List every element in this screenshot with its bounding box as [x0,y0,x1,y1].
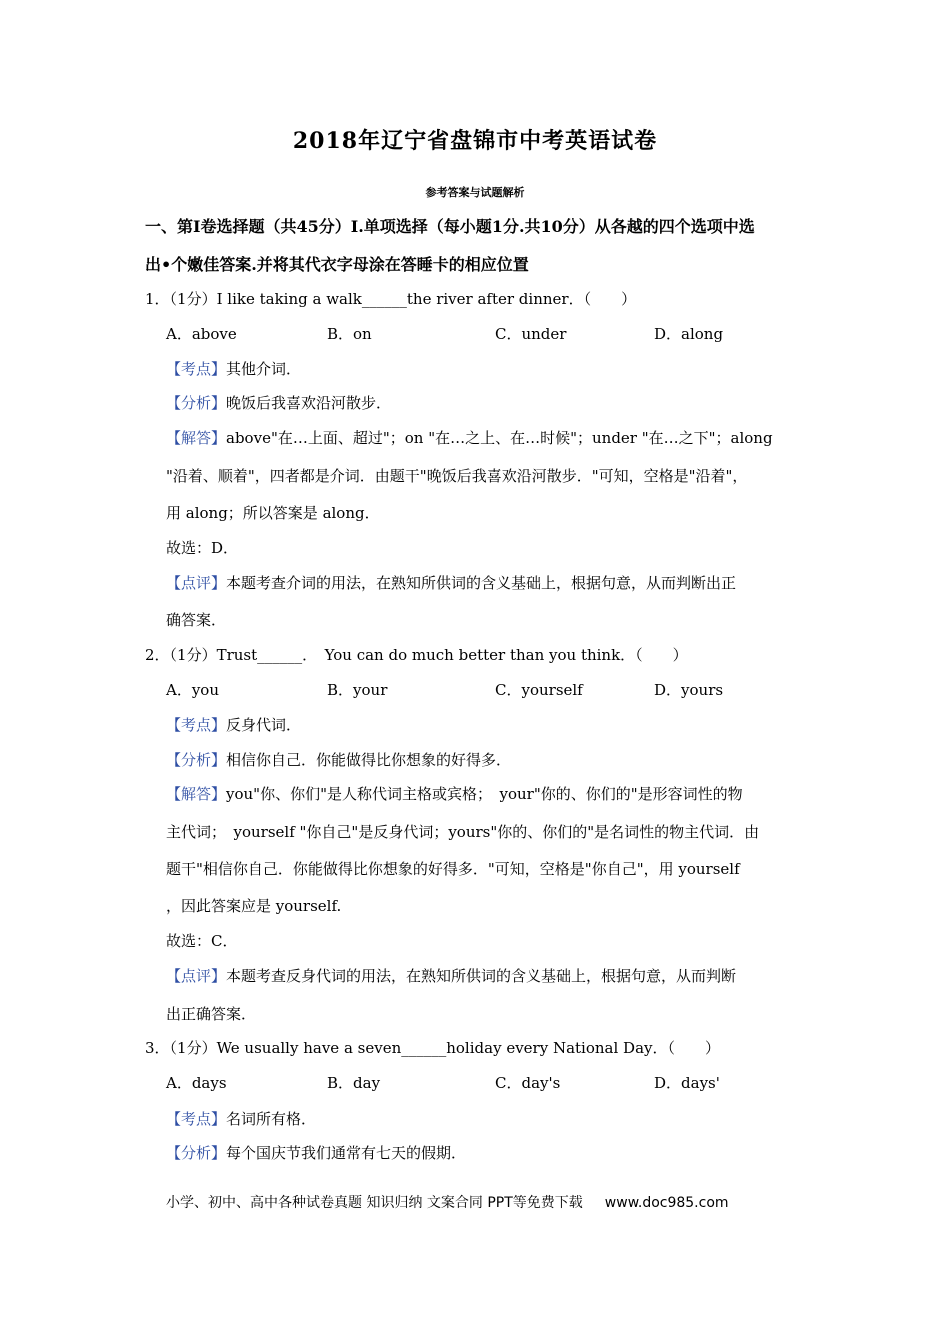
jieda-text-line-1: you"你、你们"是人称代词主格或宾格； your"你的、你们的"是形容词性的物 [226,785,743,803]
question-2-kaodian [166,714,301,735]
question-3-option-c: C．day's [495,1074,561,1092]
question-1-jieda [166,427,773,448]
question-1-jieda-line-2: "沿着、顺着"，四者都是介词．由题干"晚饭后我喜欢沿河散步．"可知，空格是"沿着"， [166,467,748,485]
question-2-dianping-line-2: 出正确答案． [166,1005,257,1023]
fenxi-text: 每个国庆节我们通常有七天的假期． [226,1144,467,1162]
section-heading-line-1: 一、第Ⅰ卷选择题（共45分）Ⅰ.单项选择（每小题1分.共10分）从各越的四个选项中选 [145,217,755,236]
jieda-tag: 【解答】 [166,785,227,803]
fenxi-tag: 【分析】 [166,394,227,412]
question-3-fenxi [166,1142,466,1163]
fenxi-tag: 【分析】 [166,751,227,769]
footer-url[interactable]: www.doc985.com [604,1195,729,1211]
question-2-jieda [166,783,743,804]
question-1-dianping-line-2: 确答案． [166,611,227,629]
question-2-jieda-line-4: ，因此答案应是 yourself. [166,897,342,915]
question-2-jieda-line-2: 主代词； yourself "你自己"是反身代词；yours"你的、你们的"是名词性的物主代词．由 [166,823,760,841]
question-1-fenxi [166,392,391,413]
question-3-option-b: B．day [327,1074,381,1092]
kaodian-tag: 【考点】 [166,360,227,378]
question-1-jieda-line-3: 用 along；所以答案是 along． [166,504,380,522]
question-1-answer: 故选：D． [166,539,239,557]
question-2-option-c: C．yourself [495,681,583,699]
question-2-fenxi [166,749,511,770]
page-title: 2018年辽宁省盘锦市中考英语试卷 [292,128,658,154]
page-footer [166,1192,729,1212]
kaodian-text: 反身代词． [226,716,302,734]
question-1-kaodian [166,358,301,379]
question-2-option-d: D．yours [654,681,724,699]
question-2-option-a: A．you [166,681,219,699]
jieda-text-line-1: above"在…上面、超过"；on "在…之上、在…时候"；under "在…之下"；along [226,429,773,447]
question-2-option-b: B．your [327,681,388,699]
question-3-stem: 3．（1分）We usually have a seven______holiday every National Day．（ ） [145,1039,720,1057]
question-1-option-d: D．along [654,325,724,343]
footer-text: 小学、初中、高中各种试卷真题 知识归纳 文案合同 PPT等免费下载 [166,1195,583,1211]
dianping-tag: 【点评】 [166,574,227,592]
section-heading-line-2: 出•个嫩佳答案.并将其代衣字母涂在答睡卡的相应位置 [145,255,529,274]
fenxi-text: 晚饭后我喜欢沿河散步． [226,394,392,412]
jieda-tag: 【解答】 [166,429,227,447]
question-3-option-d: D．days' [654,1074,720,1092]
question-1-option-b: B．on [327,325,372,343]
question-3-option-a: A．days [166,1074,227,1092]
question-1-stem: 1．（1分）I like taking a walk______the river after dinner．（ ） [145,290,637,308]
kaodian-text: 名词所有格． [226,1110,317,1128]
dianping-text-line-1: 本题考查反身代词的用法，在熟知所供词的含义基础上，根据句意，从而判断 [226,967,737,985]
page-subtitle: 参考答案与试题解析 [425,186,525,199]
kaodian-tag: 【考点】 [166,716,227,734]
dianping-text-line-1: 本题考查介词的用法，在熟知所供词的含义基础上，根据句意，从而判断出正 [226,574,737,592]
kaodian-text: 其他介词． [226,360,302,378]
question-1-option-c: C．under [495,325,567,343]
question-2-jieda-line-3: 题干"相信你自己．你能做得比你想象的好得多．"可知，空格是"你自己"，用 yourself [166,860,740,878]
question-2-dianping [166,965,736,986]
fenxi-tag: 【分析】 [166,1144,227,1162]
question-1-option-a: A．above [166,325,237,343]
dianping-tag: 【点评】 [166,967,227,985]
question-3-kaodian [166,1108,316,1129]
question-2-stem: 2．（1分）Trust______． You can do much better than you think．（ ） [145,646,688,664]
question-1-dianping [166,572,736,593]
kaodian-tag: 【考点】 [166,1110,227,1128]
question-2-answer: 故选：C． [166,932,238,950]
fenxi-text: 相信你自己．你能做得比你想象的好得多． [226,751,512,769]
